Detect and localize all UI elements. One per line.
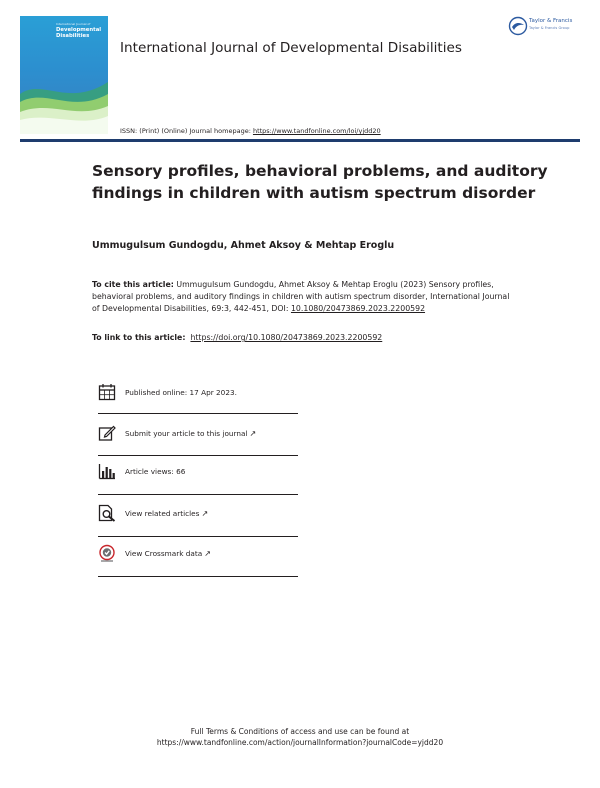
citation-doi-link[interactable]: 10.1080/20473869.2023.2200592 (290, 304, 426, 313)
issn-text: ISSN: (Print) (Online) Journal homepage: (120, 127, 253, 135)
journal-homepage-link[interactable]: https://www.tandfonline.com/loi/yjdd20 (252, 127, 381, 135)
article-views-row (98, 461, 298, 481)
header-rule (20, 139, 580, 142)
published-online-text: Published online: 17 Apr 2023. (125, 387, 237, 397)
article-authors: Ummugulsum Gundogdu, Ahmet Aksoy & Mehtap Eroglu (92, 240, 395, 251)
cover-series-label: International Journal of (56, 22, 91, 26)
issn-line (120, 127, 381, 135)
article-doi-link[interactable]: https://doi.org/10.1080/20473869.2023.2200592 (190, 333, 383, 342)
citation-label: To cite this article: (92, 280, 174, 289)
footer-terms (0, 726, 600, 748)
submit-article-link[interactable]: Submit your article to this journal (125, 428, 248, 438)
publisher-logo[interactable] (508, 14, 588, 40)
divider (98, 455, 298, 456)
footer-line1: Full Terms & Conditions of access and use can be found at (190, 727, 410, 736)
related-articles-row[interactable] (98, 503, 298, 523)
related-articles-link[interactable]: View related articles (125, 508, 200, 518)
cover-title (56, 27, 106, 39)
crossmark-link[interactable]: View Crossmark data (125, 548, 203, 558)
publisher-logo-icon (508, 16, 528, 36)
journal-cover-image (20, 16, 108, 134)
calendar-icon (98, 383, 116, 401)
crossmark-row[interactable] (98, 543, 298, 563)
publisher-subtitle: Taylor & Francis Group (529, 26, 570, 30)
article-link-line (92, 333, 382, 342)
related-articles-icon (98, 504, 116, 522)
divider (98, 494, 298, 495)
article-views-text: Article views: 66 (125, 466, 186, 476)
edit-icon (98, 424, 116, 442)
published-online-row (98, 382, 298, 402)
divider (98, 413, 298, 414)
citation-block (92, 279, 512, 315)
publisher-name: Taylor & Francis (529, 18, 573, 24)
divider (98, 536, 298, 537)
divider (98, 576, 298, 577)
external-link-icon: ↗ (249, 428, 257, 438)
cover-title-line2: Disabilities (56, 33, 90, 39)
bar-chart-icon (98, 462, 116, 480)
external-link-icon: ↗ (201, 508, 209, 518)
article-link-label: To link to this article: (92, 333, 186, 342)
journal-title[interactable]: International Journal of Developmental Disabilities (120, 40, 462, 56)
crossmark-icon (98, 544, 116, 562)
cover-title-line1: Developmental (56, 27, 102, 33)
external-link-icon: ↗ (204, 548, 211, 558)
submit-article-row[interactable] (98, 423, 298, 443)
article-title: Sensory profiles, behavioral problems, and auditory findings in children with autism spectrum disorder (92, 162, 548, 202)
citation-text: Ummugulsum Gundogdu, Ahmet Aksoy & Mehtap Eroglu (2023) Sensory profiles, behavioral problems, and auditory findings in children with autism spectrum disorder, International Journal of Developmental Disabilities, 69:3, 442-451, DOI: (92, 280, 510, 313)
footer-terms-link[interactable]: https://www.tandfonline.com/action/journalInformation?journalCode=yjdd20 (156, 738, 444, 747)
